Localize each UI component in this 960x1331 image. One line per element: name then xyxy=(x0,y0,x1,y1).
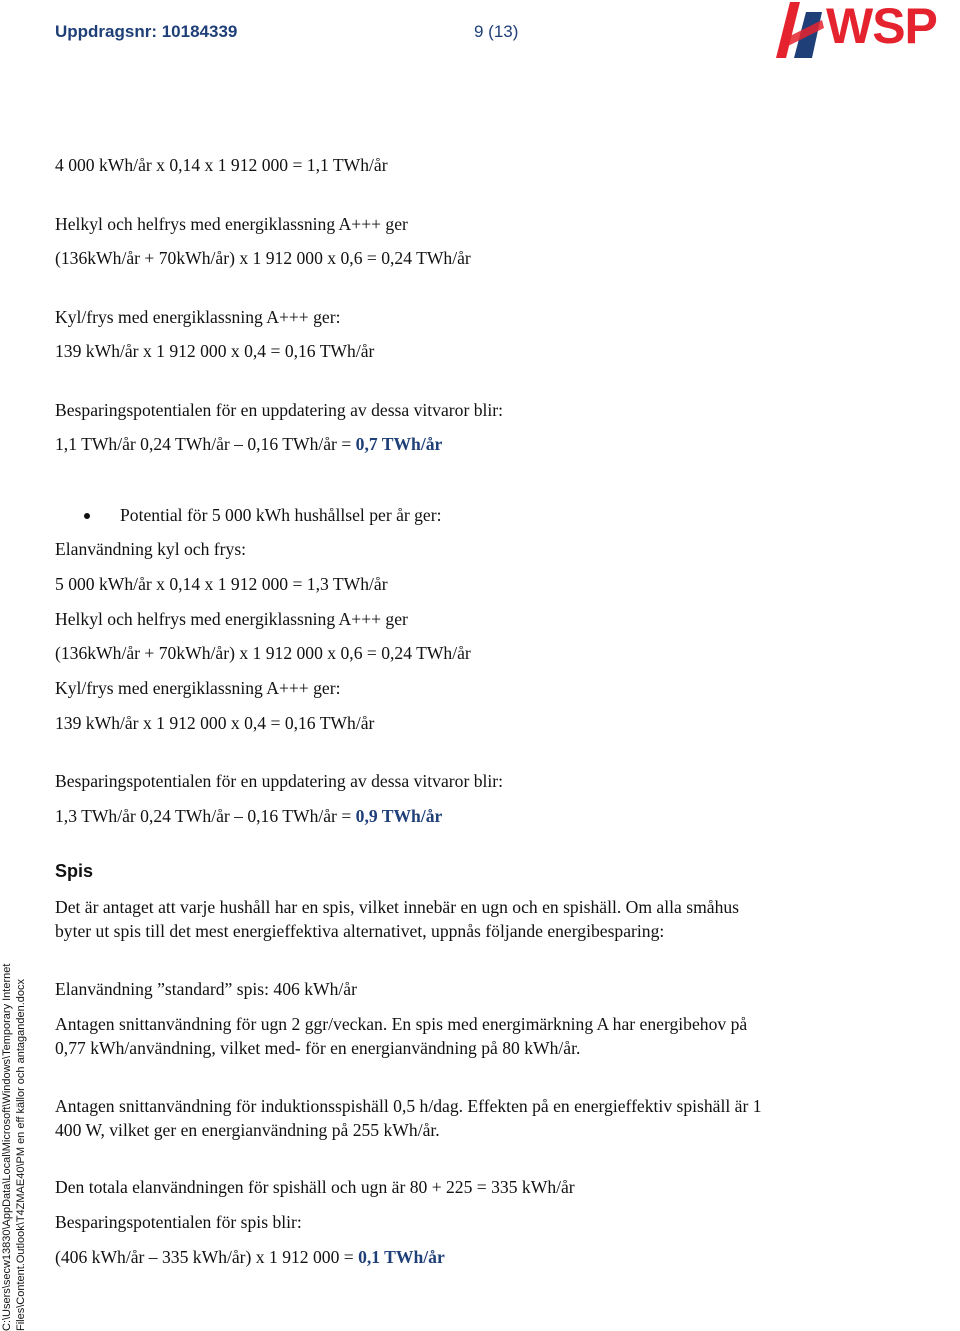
calc-line: 139 kWh/år x 1 912 000 x 0,4 = 0,16 TWh/år xyxy=(55,713,375,733)
result-value: 0,9 TWh/år xyxy=(355,806,443,826)
calc-result-line xyxy=(55,805,442,827)
document-reference: Uppdragsnr: 10184339 xyxy=(55,22,238,41)
paragraph: Besparingspotentialen för spis blir: xyxy=(55,1212,302,1232)
file-path-sidebar: C:\Users\secw13830\AppData\Local\Microsoft\Windows\Temporary Internet Files\Content.Outlook\T4ZMAE40\PM en eff källor och antaganden.docx xyxy=(1,963,27,1331)
calc-text: (406 kWh/år – 335 kWh/år) x 1 912 000 = xyxy=(55,1247,359,1267)
paragraph: Den totala elanvändningen för spishäll och ugn är 80 + 225 = 335 kWh/år xyxy=(55,1177,575,1197)
page-number: 9 (13) xyxy=(474,22,519,41)
calc-line: 4 000 kWh/år x 0,14 x 1 912 000 = 1,1 TWh/år xyxy=(55,155,388,175)
result-value: 0,7 TWh/år xyxy=(355,434,443,454)
calc-line: Besparingspotentialen för en uppdatering av dessa vitvaror blir: xyxy=(55,400,504,420)
calc-text: 1,1 TWh/år 0,24 TWh/år – 0,16 TWh/år = xyxy=(55,434,356,454)
calc-text: 1,3 TWh/år 0,24 TWh/år – 0,16 TWh/år = xyxy=(55,806,356,826)
calc-line: 139 kWh/år x 1 912 000 x 0,4 = 0,16 TWh/år xyxy=(55,341,375,361)
calc-line: 5 000 kWh/år x 0,14 x 1 912 000 = 1,3 TWh/år xyxy=(55,574,388,594)
bullet-icon xyxy=(84,513,90,519)
calc-line: Kyl/frys med energiklassning A+++ ger: xyxy=(55,678,341,698)
paragraph: Antagen snittanvändning för induktionsspishäll 0,5 h/dag. Effekten på en energieffektiv spishäll är 1 400 W, vilket ger en energianvändning på 255 kWh/år. xyxy=(55,1096,762,1140)
paragraph: Elanvändning ”standard” spis: 406 kWh/år xyxy=(55,979,357,999)
calc-line: Helkyl och helfrys med energiklassning A+++ ger xyxy=(55,609,408,629)
calc-line: Helkyl och helfrys med energiklassning A+++ ger xyxy=(55,214,408,234)
paragraph: Antagen snittanvändning för ugn 2 ggr/veckan. En spis med energimärkning A har energibehov på 0,77 kWh/användning, vilket med- för en energianvändning på 80 kWh/år. xyxy=(55,1014,748,1058)
calc-line: Besparingspotentialen för en uppdatering av dessa vitvaror blir: xyxy=(55,771,504,791)
calc-line: (136kWh/år + 70kWh/år) x 1 912 000 x 0,6 = 0,24 TWh/år xyxy=(55,248,471,268)
calc-line: Kyl/frys med energiklassning A+++ ger: xyxy=(55,307,341,327)
calc-line: Elanvändning kyl och frys: xyxy=(55,539,247,559)
paragraph: Det är antaget att varje hushåll har en spis, vilket innebär en ugn och en spishäll. Om alla småhus byter ut spis till det mest energieffektiva alternativet, uppnås följande energibesparing: xyxy=(55,897,740,941)
calc-line: (136kWh/år + 70kWh/år) x 1 912 000 x 0,6 = 0,24 TWh/år xyxy=(55,643,471,663)
calc-result-line xyxy=(55,1246,445,1268)
wsp-logo-text: WSP xyxy=(826,0,937,54)
section-heading: Spis xyxy=(55,861,94,881)
bullet-item: Potential för 5 000 kWh hushållsel per år ger: xyxy=(120,505,442,525)
calc-result-line xyxy=(55,433,442,455)
result-value: 0,1 TWh/år xyxy=(358,1247,445,1267)
